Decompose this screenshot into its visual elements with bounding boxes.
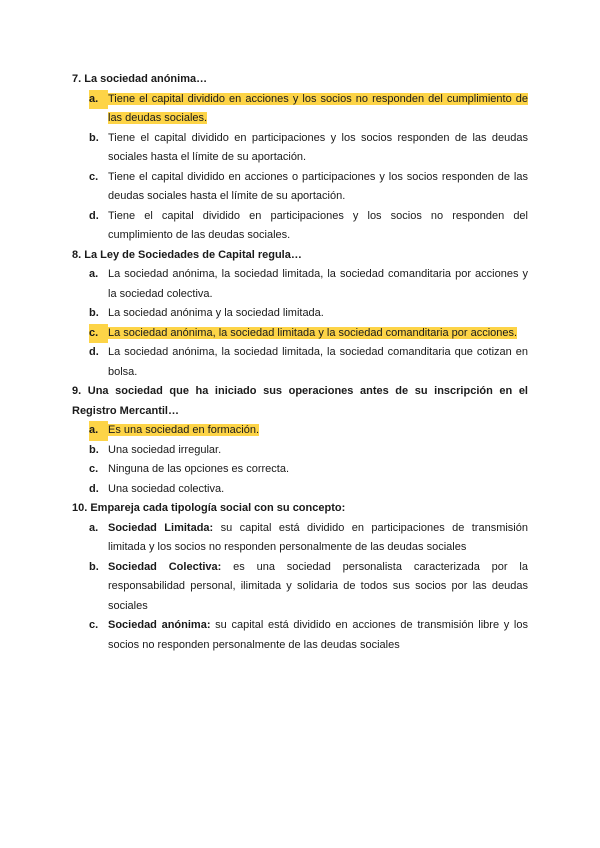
option-letter: d. <box>89 346 99 358</box>
question-9-option-a <box>72 421 528 441</box>
option-letter: c. <box>89 170 99 183</box>
option-text: La sociedad anónima, la sociedad limitada, la sociedad comanditaria que cotizan en bolsa. <box>108 346 528 378</box>
option-letter: b. <box>89 443 99 456</box>
question-10-option-c <box>72 616 528 655</box>
option-letter: a. <box>89 268 99 280</box>
option-letter: c. <box>89 463 99 475</box>
option-text: Ninguna de las opciones es correcta. <box>108 463 289 475</box>
option-letter: c. <box>89 324 108 344</box>
question-7-option-c <box>72 168 528 207</box>
option-text-highlighted: La sociedad anónima, la sociedad limitada y la sociedad comanditaria por acciones. <box>108 326 518 339</box>
option-letter: b. <box>89 307 99 319</box>
option-text: Tiene el capital dividido en acciones o participaciones y los socios responden de las deudas sociales hasta el límite de su aportación. <box>108 170 528 202</box>
option-letter: a. <box>89 90 108 110</box>
question-9-option-d <box>72 480 528 500</box>
question-8-option-c <box>72 324 528 344</box>
option-term: Sociedad Colectiva: <box>108 560 222 573</box>
question-10-option-b <box>72 558 528 617</box>
option-term: Sociedad anónima: <box>108 619 211 631</box>
option-letter: d. <box>89 482 99 495</box>
option-text: Tiene el capital dividido en participaciones y los socios no responden del cumplimiento de las deudas sociales. <box>108 209 528 241</box>
option-text: La sociedad anónima y la sociedad limitada. <box>108 307 324 319</box>
document-page <box>72 70 528 655</box>
question-9-title: 9. Una sociedad que ha iniciado sus operaciones antes de su inscripción en el Registro Mercantil… <box>72 385 528 417</box>
question-8-option-b <box>72 304 528 324</box>
option-letter: b. <box>89 560 99 573</box>
question-7-title: 7. La sociedad anónima… <box>72 73 208 85</box>
question-10-title: 10. Empareja cada tipología social con su concepto: <box>72 502 346 514</box>
option-letter: c. <box>89 619 99 631</box>
question-8-option-d <box>72 343 528 382</box>
option-text: Una sociedad colectiva. <box>108 482 225 495</box>
option-text <box>108 558 528 617</box>
option-letter: a. <box>89 421 108 441</box>
option-text: Una sociedad irregular. <box>108 443 222 456</box>
option-definition: su capital está dividido en participaciones de transmisión limitada y los socios no responden personalmente de las deudas sociales <box>108 521 528 553</box>
option-text <box>108 616 528 655</box>
question-10-option-a <box>72 519 528 558</box>
option-term: Sociedad Limitada: <box>108 521 214 534</box>
question-8-option-a <box>72 265 528 304</box>
option-letter: b. <box>89 131 99 144</box>
option-definition: su capital está dividido en acciones de transmisión libre y los socios no responden personalmente de las deudas sociales <box>108 619 528 651</box>
question-9-option-b <box>72 441 528 461</box>
option-text: Tiene el capital dividido en participaciones y los socios responden de las deudas sociales hasta el límite de su aportación. <box>108 131 528 163</box>
option-text-highlighted: Tiene el capital dividido en acciones y los socios no responden del cumplimiento de las deudas sociales. <box>108 92 528 124</box>
option-text-highlighted: Es una sociedad en formación. <box>108 424 260 436</box>
option-letter: d. <box>89 209 99 222</box>
question-8-title: 8. La Ley de Sociedades de Capital regula… <box>72 248 302 261</box>
question-7-option-a <box>72 90 528 129</box>
option-text <box>108 519 528 558</box>
question-9-option-c <box>72 460 528 480</box>
option-definition: es una sociedad personalista caracterizada por la responsabilidad personal, ilimitada y solidaria de todos sus socios por las deudas sociales <box>108 560 528 612</box>
question-7-option-d <box>72 207 528 246</box>
option-letter: a. <box>89 521 99 534</box>
question-7-option-b <box>72 129 528 168</box>
option-text: La sociedad anónima, la sociedad limitada, la sociedad comanditaria por acciones y la sociedad colectiva. <box>108 268 528 300</box>
